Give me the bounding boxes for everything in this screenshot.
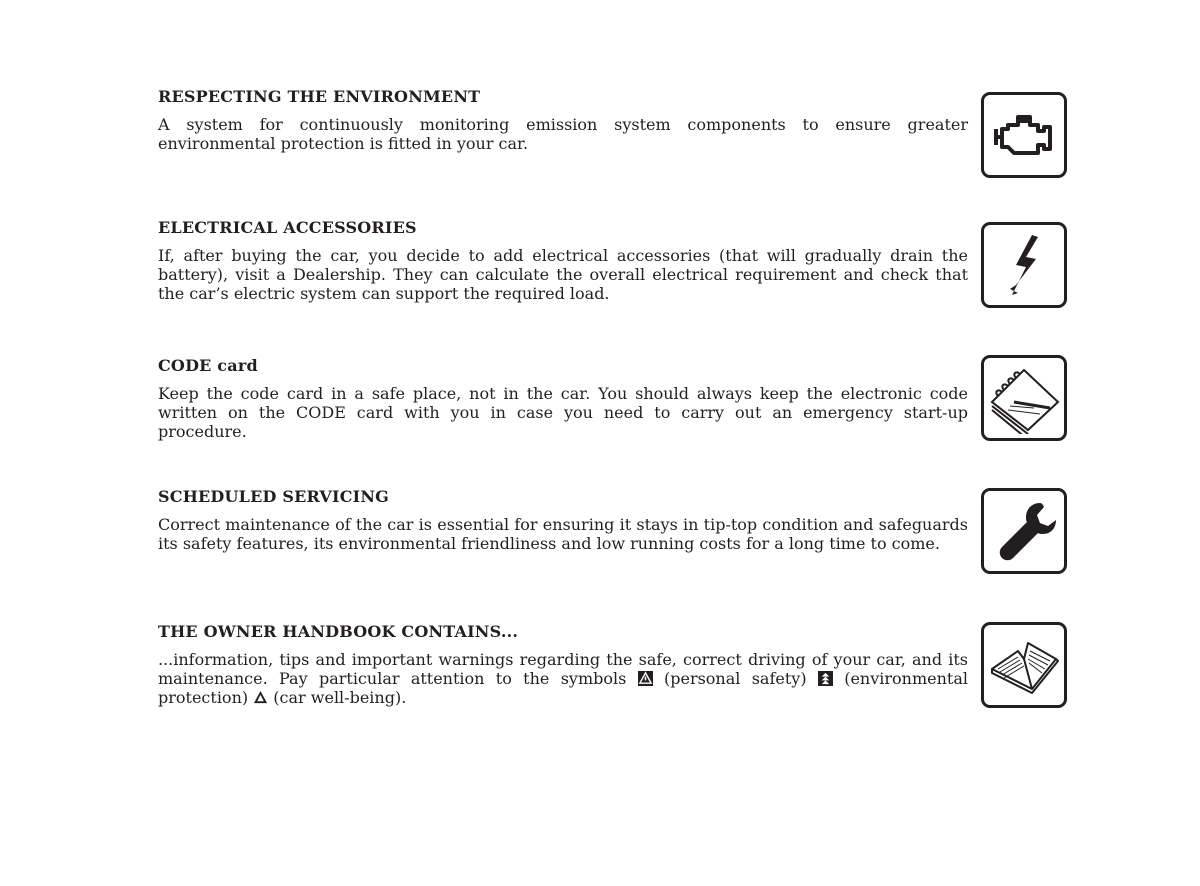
section-owner-handbook — [158, 622, 968, 707]
section-title: THE OWNER HANDBOOK CONTAINS... — [158, 622, 519, 641]
section-text — [158, 650, 968, 707]
car-wellbeing-icon — [253, 690, 268, 705]
engine-icon — [981, 92, 1067, 178]
notebook-icon — [981, 355, 1067, 441]
lightning-icon — [981, 222, 1067, 308]
section-scheduled-servicing — [158, 487, 968, 553]
section-text: Keep the code card in a safe place, not in the car. You should always keep the electronic code written on the CODE card with you in case you need to carry out an emergency start-up procedure. — [158, 384, 968, 441]
text-part-4: (car well-being). — [273, 688, 407, 707]
section-title: ELECTRICAL ACCESSORIES — [158, 218, 417, 237]
section-electrical-accessories — [158, 218, 968, 303]
section-text: Correct maintenance of the car is essential for ensuring it stays in tip-top condition and safeguards its safety features, its environmental friendliness and low running costs for a long time to come. — [158, 515, 968, 553]
book-icon — [981, 622, 1067, 708]
section-title: CODE card — [158, 356, 258, 375]
text-part-2: (personal safety) — [663, 669, 807, 688]
section-code-card — [158, 356, 968, 441]
personal-safety-icon — [638, 671, 653, 686]
text-part-3: (environmental protection) — [158, 669, 969, 707]
section-respecting-environment — [158, 87, 968, 153]
section-title: SCHEDULED SERVICING — [158, 487, 390, 506]
section-text: A system for continuously monitoring emission system components to ensure greater environmental protection is fitted in your car. — [158, 115, 968, 153]
text-part-1: ...information, tips and important warnings regarding the safe, correct driving of your car, and its maintenance. Pay particular attention to the symbols — [158, 650, 968, 688]
environmental-protection-icon — [818, 671, 833, 686]
section-title: RESPECTING THE ENVIRONMENT — [158, 87, 481, 106]
wrench-icon — [981, 488, 1067, 574]
section-text: If, after buying the car, you decide to add electrical accessories (that will gradually drain the battery), visit a Dealership. They can calculate the overall electrical requirement and check that the car’s electric system can support the required load. — [158, 246, 968, 303]
